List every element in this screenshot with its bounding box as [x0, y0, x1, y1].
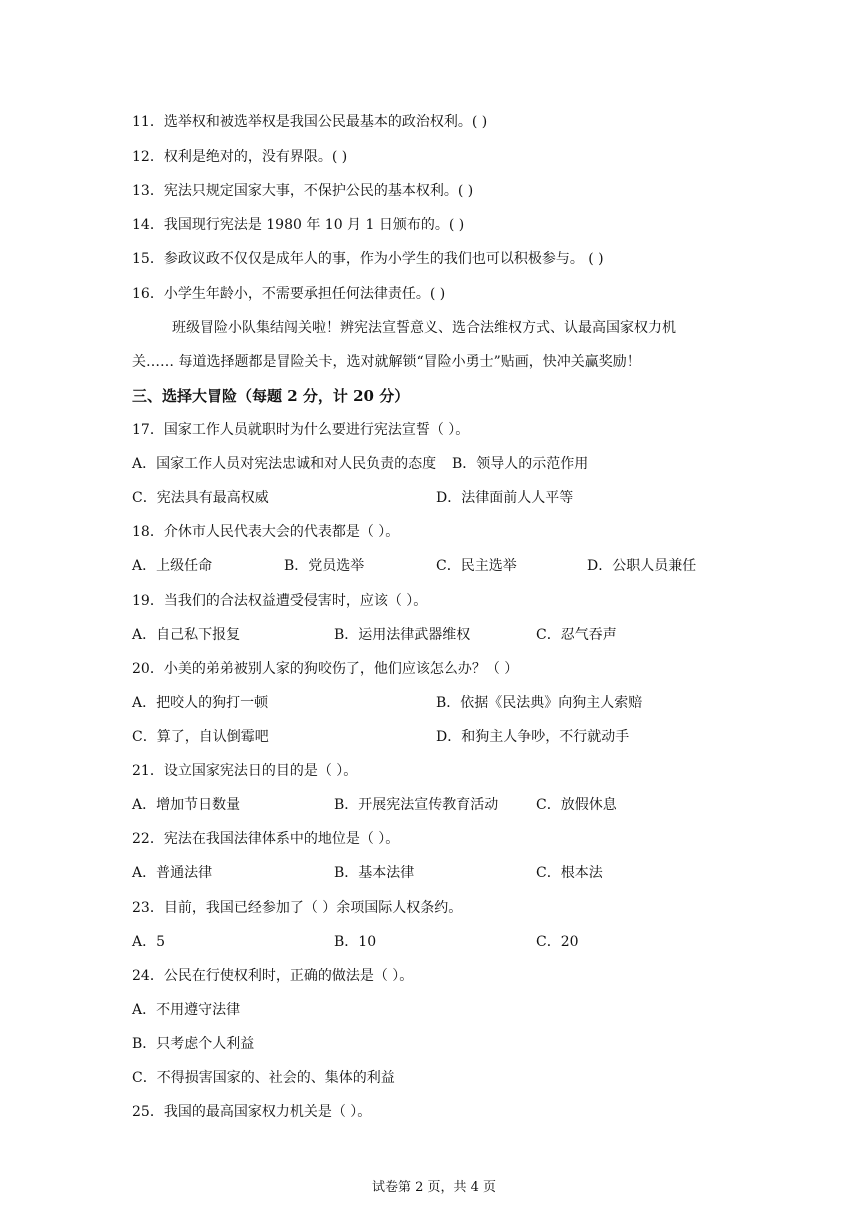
question-25-stem: 25．我国的最高国家权力机关是（ ）。: [132, 1104, 372, 1120]
question-24-option-b: B．只考虑个人利益: [132, 1036, 255, 1052]
question-24-option-c: C．不得损害国家的、社会的、集体的利益: [132, 1070, 395, 1086]
question-24-stem: 24．公民在行使权利时，正确的做法是（ ）。: [132, 968, 414, 984]
question-21-stem: 21．设立国家宪法日的目的是（ ）。: [132, 763, 358, 779]
question-20-option-a: A．把咬人的狗打一顿: [132, 695, 269, 711]
question-17-option-c: C．宪法具有最高权威: [132, 490, 269, 506]
question-19-stem: 19．当我们的合法权益遭受侵害时，应该（ ）。: [132, 593, 428, 609]
question-19-option-a: A．自己私下报复: [132, 627, 241, 643]
question-21-option-c: C．放假休息: [536, 797, 617, 813]
question-23-stem: 23．目前，我国已经参加了（ ）余项国际人权条约。: [132, 900, 463, 916]
question-18-option-d: D．公职人员兼任: [587, 558, 697, 574]
question-20-option-b: B．依据《民法典》向狗主人索赔: [436, 695, 643, 711]
question-19-option-b: B．运用法律武器维权: [334, 627, 471, 643]
intro-line-1: 班级冒险小队集结闯关啦！辨宪法宣誓意义、选合法维权方式、认最高国家权力机: [172, 320, 676, 336]
question-21-option-a: A．增加节日数量: [132, 797, 241, 813]
judge-question-14: 14．我国现行宪法是 1980 年 10 月 1 日颁布的。( ): [132, 217, 465, 233]
question-22-option-a: A．普通法律: [132, 865, 213, 881]
question-23-option-b: B．10: [334, 934, 377, 950]
judge-question-11: 11．选举权和被选举权是我国公民最基本的政治权利。( ): [132, 114, 488, 130]
section-title: 三、选择大冒险（每题 2 分，计 20 分）: [132, 387, 410, 405]
question-22-option-b: B．基本法律: [334, 865, 415, 881]
question-18-stem: 18．介休市人民代表大会的代表都是（ ）。: [132, 524, 400, 540]
page-footer: 试卷第 2 页，共 4 页: [371, 1180, 497, 1195]
question-20-option-c: C．算了，自认倒霉吧: [132, 729, 269, 745]
intro-line-2: 关…… 每道选择题都是冒险关卡，选对就解锁“冒险小勇士”贴画，快冲关赢奖励！: [132, 354, 641, 370]
judge-question-16: 16．小学生年龄小，不需要承担任何法律责任。( ): [132, 286, 446, 302]
question-24-option-a: A．不用遵守法律: [132, 1002, 241, 1018]
question-17-option-b: B．领导人的示范作用: [452, 456, 589, 472]
question-21-option-b: B．开展宪法宣传教育活动: [334, 797, 499, 813]
judge-question-12: 12．权利是绝对的，没有界限。( ): [132, 149, 348, 165]
question-18-option-a: A．上级任命: [132, 558, 213, 574]
question-22-option-c: C．根本法: [536, 865, 603, 881]
question-18-option-c: C．民主选举: [436, 558, 517, 574]
question-20-stem: 20．小美的弟弟被别人家的狗咬伤了，他们应该怎么办？（ ）: [132, 661, 519, 677]
question-17-stem: 17．国家工作人员就职时为什么要进行宪法宣誓（ ）。: [132, 422, 470, 438]
question-20-option-d: D．和狗主人争吵，不行就动手: [436, 729, 630, 745]
question-17-option-a: A．国家工作人员对宪法忠诚和对人民负责的态度: [132, 456, 437, 472]
question-17-option-d: D．法律面前人人平等: [436, 490, 574, 506]
question-19-option-c: C．忍气吞声: [536, 627, 617, 643]
question-23-option-c: C．20: [536, 934, 579, 950]
question-18-option-b: B．党员选举: [284, 558, 365, 574]
judge-question-13: 13．宪法只规定国家大事，不保护公民的基本权利。( ): [132, 183, 474, 199]
question-23-option-a: A．5: [132, 934, 166, 950]
question-22-stem: 22．宪法在我国法律体系中的地位是（ ）。: [132, 831, 400, 847]
judge-question-15: 15．参政议政不仅仅是成年人的事，作为小学生的我们也可以积极参与。 ( ): [132, 251, 604, 267]
